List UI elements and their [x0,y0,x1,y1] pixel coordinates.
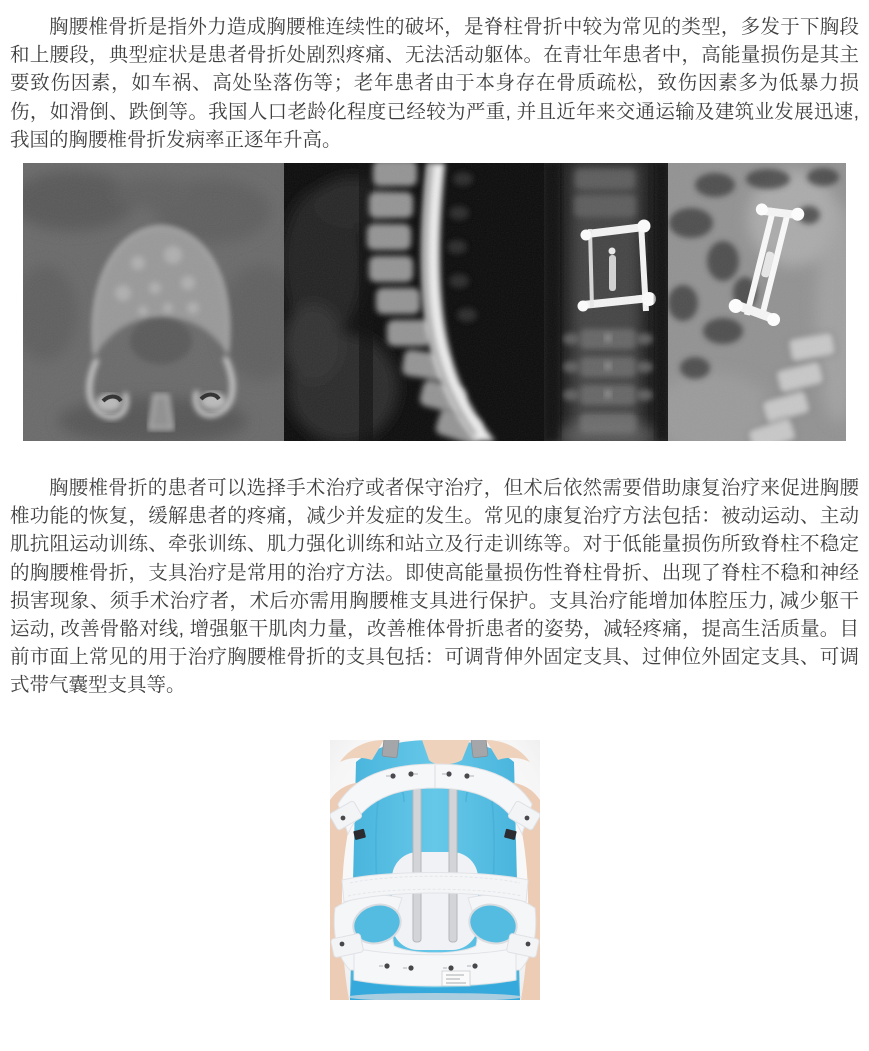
brace-label [442,971,470,986]
paragraph-treatment: 胸腰椎骨折的患者可以选择手术治疗或者保守治疗，但术后依然需要借助康复治疗来促进胸腰椎功能的恢复，缓解患者的疼痛，减少并发症的发生。常见的康复治疗方法包括：被动运动、主动肌抗阻运动训练、牵张训练、肌力强化训练和站立及行走训练等。对于低能量损伤所致脊柱不稳定的胸腰椎骨折，支具治疗是常用的治疗方法。即使高能量损伤性脊柱骨折、出现了脊柱不稳和神经损害现象、须手术治疗者，术后亦需用胸腰椎支具进行保护。支具治疗能增加体腔压力, 减少躯干运动, 改善骨骼对线, 增强躯干肌肉力量，改善椎体骨折患者的姿势，减轻疼痛，提高生活质量。目前市面上常见的用于治疗胸腰椎骨折的支具包括：可调背伸外固定支具、过伸位外固定支具、可调式带气囊型支具等。 [10,477,859,697]
paragraph-intro: 胸腰椎骨折是指外力造成胸腰椎连续性的破坏，是脊柱骨折中较为常见的类型，多发于下胸段和上腰段，典型症状是患者骨折处剧烈疼痛、无法活动躯体。在青壮年患者中，高能量损伤是其主要致伤因素，如车祸、高处坠落伤等；老年患者由于本身存在骨质疏松，致伤因素多为低暴力损伤，如滑倒、跌倒等。我国人口老龄化程度已经较为严重, 并且近年来交通运输及建筑业发展迅速, 我国的胸腰椎骨折发病率正逐年升高。 [10,16,859,151]
spine-imaging-composite [23,163,846,441]
brace-center-panel [392,852,478,950]
back-brace-figure [0,740,869,1000]
spine-imaging-figure [0,163,869,441]
back-brace-photo [330,740,540,1000]
